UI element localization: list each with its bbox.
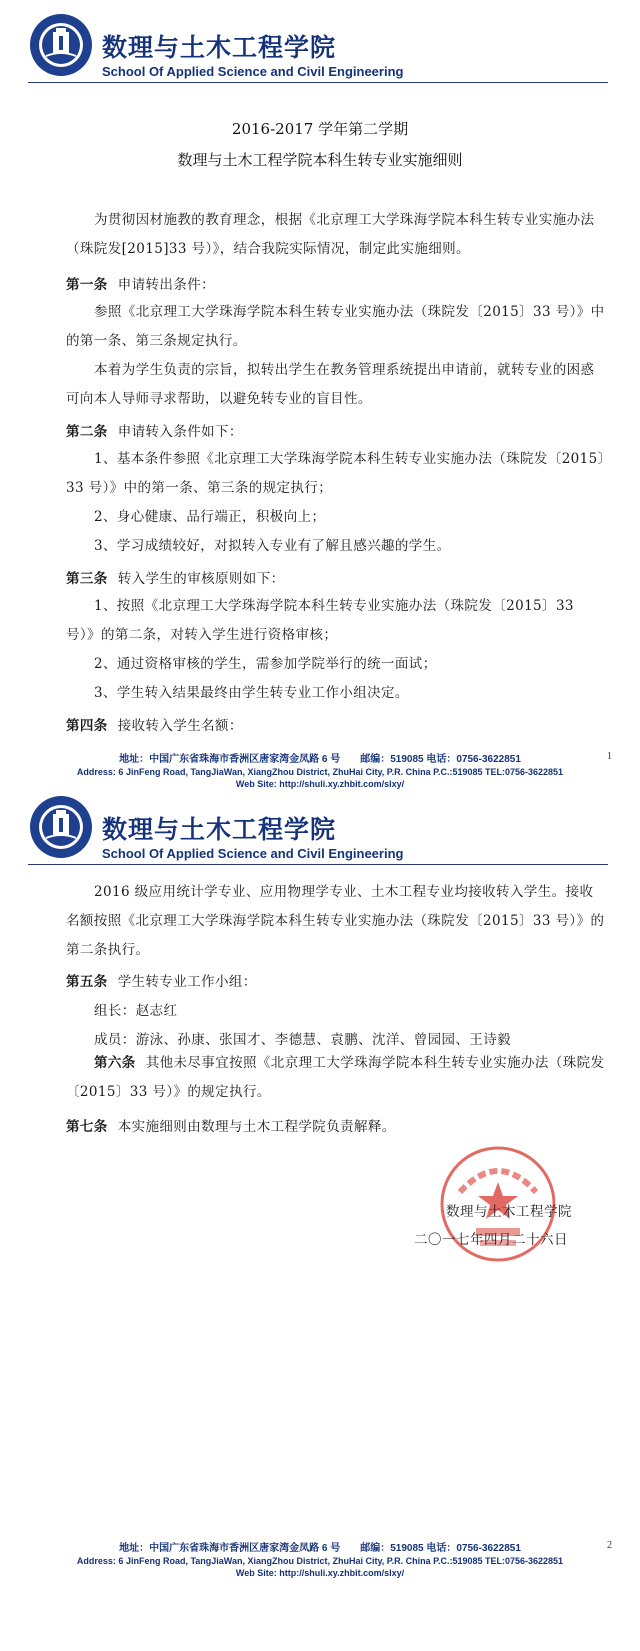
article-1-para-1: 参照《北京理工大学珠海学院本科生转专业实施办法（珠院发〔2015〕33 号）》中的第一条、第三条规定执行。 [66, 304, 605, 349]
college-name-cn: 数理与土木工程学院 [102, 33, 337, 62]
college-logo-icon [28, 794, 94, 860]
footer-address-cn: 地址：中国广东省珠海市香洲区唐家湾金凤路 6 号 邮编：519085 电话：0756-3622851 [119, 1543, 521, 1554]
college-name-cn: 数理与土木工程学院 [102, 815, 337, 844]
article-3-heading [66, 567, 285, 587]
intro-paragraph: 为贯彻因材施教的教育理念，根据《北京理工大学珠海学院本科生转专业实施办法（珠院发[2015]33 号）》，结合我院实际情况，制定此实施细则。 [66, 212, 595, 257]
group-members: 成员：游泳、孙康、张国才、李德慧、袁鹏、沈洋、曾园园、王诗毅 [94, 1032, 511, 1048]
college-logo-icon [28, 12, 94, 78]
article-7 [66, 1115, 396, 1135]
document-term: 2016-2017 学年第二学期 [231, 120, 409, 138]
page-number-2: 2 [607, 1540, 612, 1551]
article-2-heading [66, 420, 243, 440]
article-5-heading [66, 970, 257, 990]
article-2-title: 申请转入条件如下： [117, 424, 243, 440]
footer-address-en: Address: 6 JinFeng Road, TangJiaWan, XiangZhou District, ZhuHai City, P.R. China P.C.:519085 TEL:0756-3622851 [76, 1556, 564, 1566]
article-7-label: 第七条 [66, 1119, 108, 1135]
signature-date: 二〇一七年四月二十六日 [414, 1232, 568, 1248]
group-leader: 组长：赵志红 [94, 1003, 178, 1019]
article-6-label: 第六条 [94, 1055, 136, 1071]
article-3-title: 转入学生的审核原则如下： [117, 571, 285, 587]
article-1-title: 申请转出条件： [117, 277, 216, 293]
article-1-heading [66, 273, 215, 293]
college-name-en: School Of Applied Science and Civil Engineering [102, 64, 404, 79]
footer-address-cn: 地址：中国广东省珠海市香洲区唐家湾金凤路 6 号 邮编：519085 电话：0756-3622851 [119, 754, 521, 765]
article-3-label: 第三条 [66, 571, 108, 587]
article-2-item-1: 1、基本条件参照《北京理工大学珠海学院本科生转专业实施办法（珠院发〔2015〕33 号）》中的第一条、第三条的规定执行； [66, 451, 605, 496]
page-number-1: 1 [607, 751, 612, 762]
article-3-item-3: 3、学生转入结果最终由学生转专业工作小组决定。 [94, 685, 409, 701]
header-rule [28, 82, 608, 83]
article-2-item-3: 3、学习成绩较好，对拟转入专业有了解且感兴趣的学生。 [94, 538, 451, 554]
article-4-title: 接收转入学生名额： [117, 718, 243, 734]
article-4-heading [66, 714, 243, 734]
article-3-item-2: 2、通过资格审核的学生，需参加学院举行的统一面试； [94, 656, 437, 672]
article-4-text: 2016 级应用统计学专业、应用物理学专业、土木工程专业均接收转入学生。接收名额按照《北京理工大学珠海学院本科生转专业实施办法（珠院发〔2015〕33 号）》的第二条执行。 [66, 884, 605, 958]
article-5-title: 学生转专业工作小组： [117, 974, 257, 990]
page-2-footer [0, 1539, 640, 1578]
article-7-text: 本实施细则由数理与土木工程学院负责解释。 [117, 1119, 396, 1135]
signature-org: 数理与土木工程学院 [446, 1204, 572, 1220]
page-1-footer [0, 750, 640, 789]
article-2-item-2: 2、身心健康、品行端正，积极向上； [94, 509, 326, 525]
footer-website: Web Site: http://shuli.xy.zhbit.com/slxy/ [235, 1568, 405, 1578]
document-page-2 [0, 815, 640, 1651]
footer-website: Web Site: http://shuli.xy.zhbit.com/slxy/ [235, 779, 405, 789]
article-6-text: 其他未尽事宜按照《北京理工大学珠海学院本科生转专业实施办法（珠院发〔2015〕33 号）》的规定执行。 [66, 1055, 605, 1100]
article-3-item-1: 1、按照《北京理工大学珠海学院本科生转专业实施办法（珠院发〔2015〕33 号）》的第二条，对转入学生进行资格审核； [66, 598, 574, 643]
header-rule [28, 864, 608, 865]
document-title: 数理与土木工程学院本科生转专业实施细则 [177, 151, 463, 169]
article-6 [66, 1049, 606, 1107]
article-2-label: 第二条 [66, 424, 108, 440]
article-1-para-2: 本着为学生负责的宗旨，拟转出学生在教务管理系统提出申请前，就转专业的困惑可向本人导师寻求帮助，以避免转专业的盲目性。 [66, 362, 595, 407]
article-5-label: 第五条 [66, 974, 108, 990]
letterhead [28, 10, 608, 88]
college-name-en: School Of Applied Science and Civil Engineering [102, 846, 404, 861]
article-4-label: 第四条 [66, 718, 108, 734]
letterhead [28, 792, 608, 870]
article-1-label: 第一条 [66, 277, 108, 293]
footer-address-en: Address: 6 JinFeng Road, TangJiaWan, XiangZhou District, ZhuHai City, P.R. China P.C.:519085 TEL:0756-3622851 [76, 767, 564, 777]
